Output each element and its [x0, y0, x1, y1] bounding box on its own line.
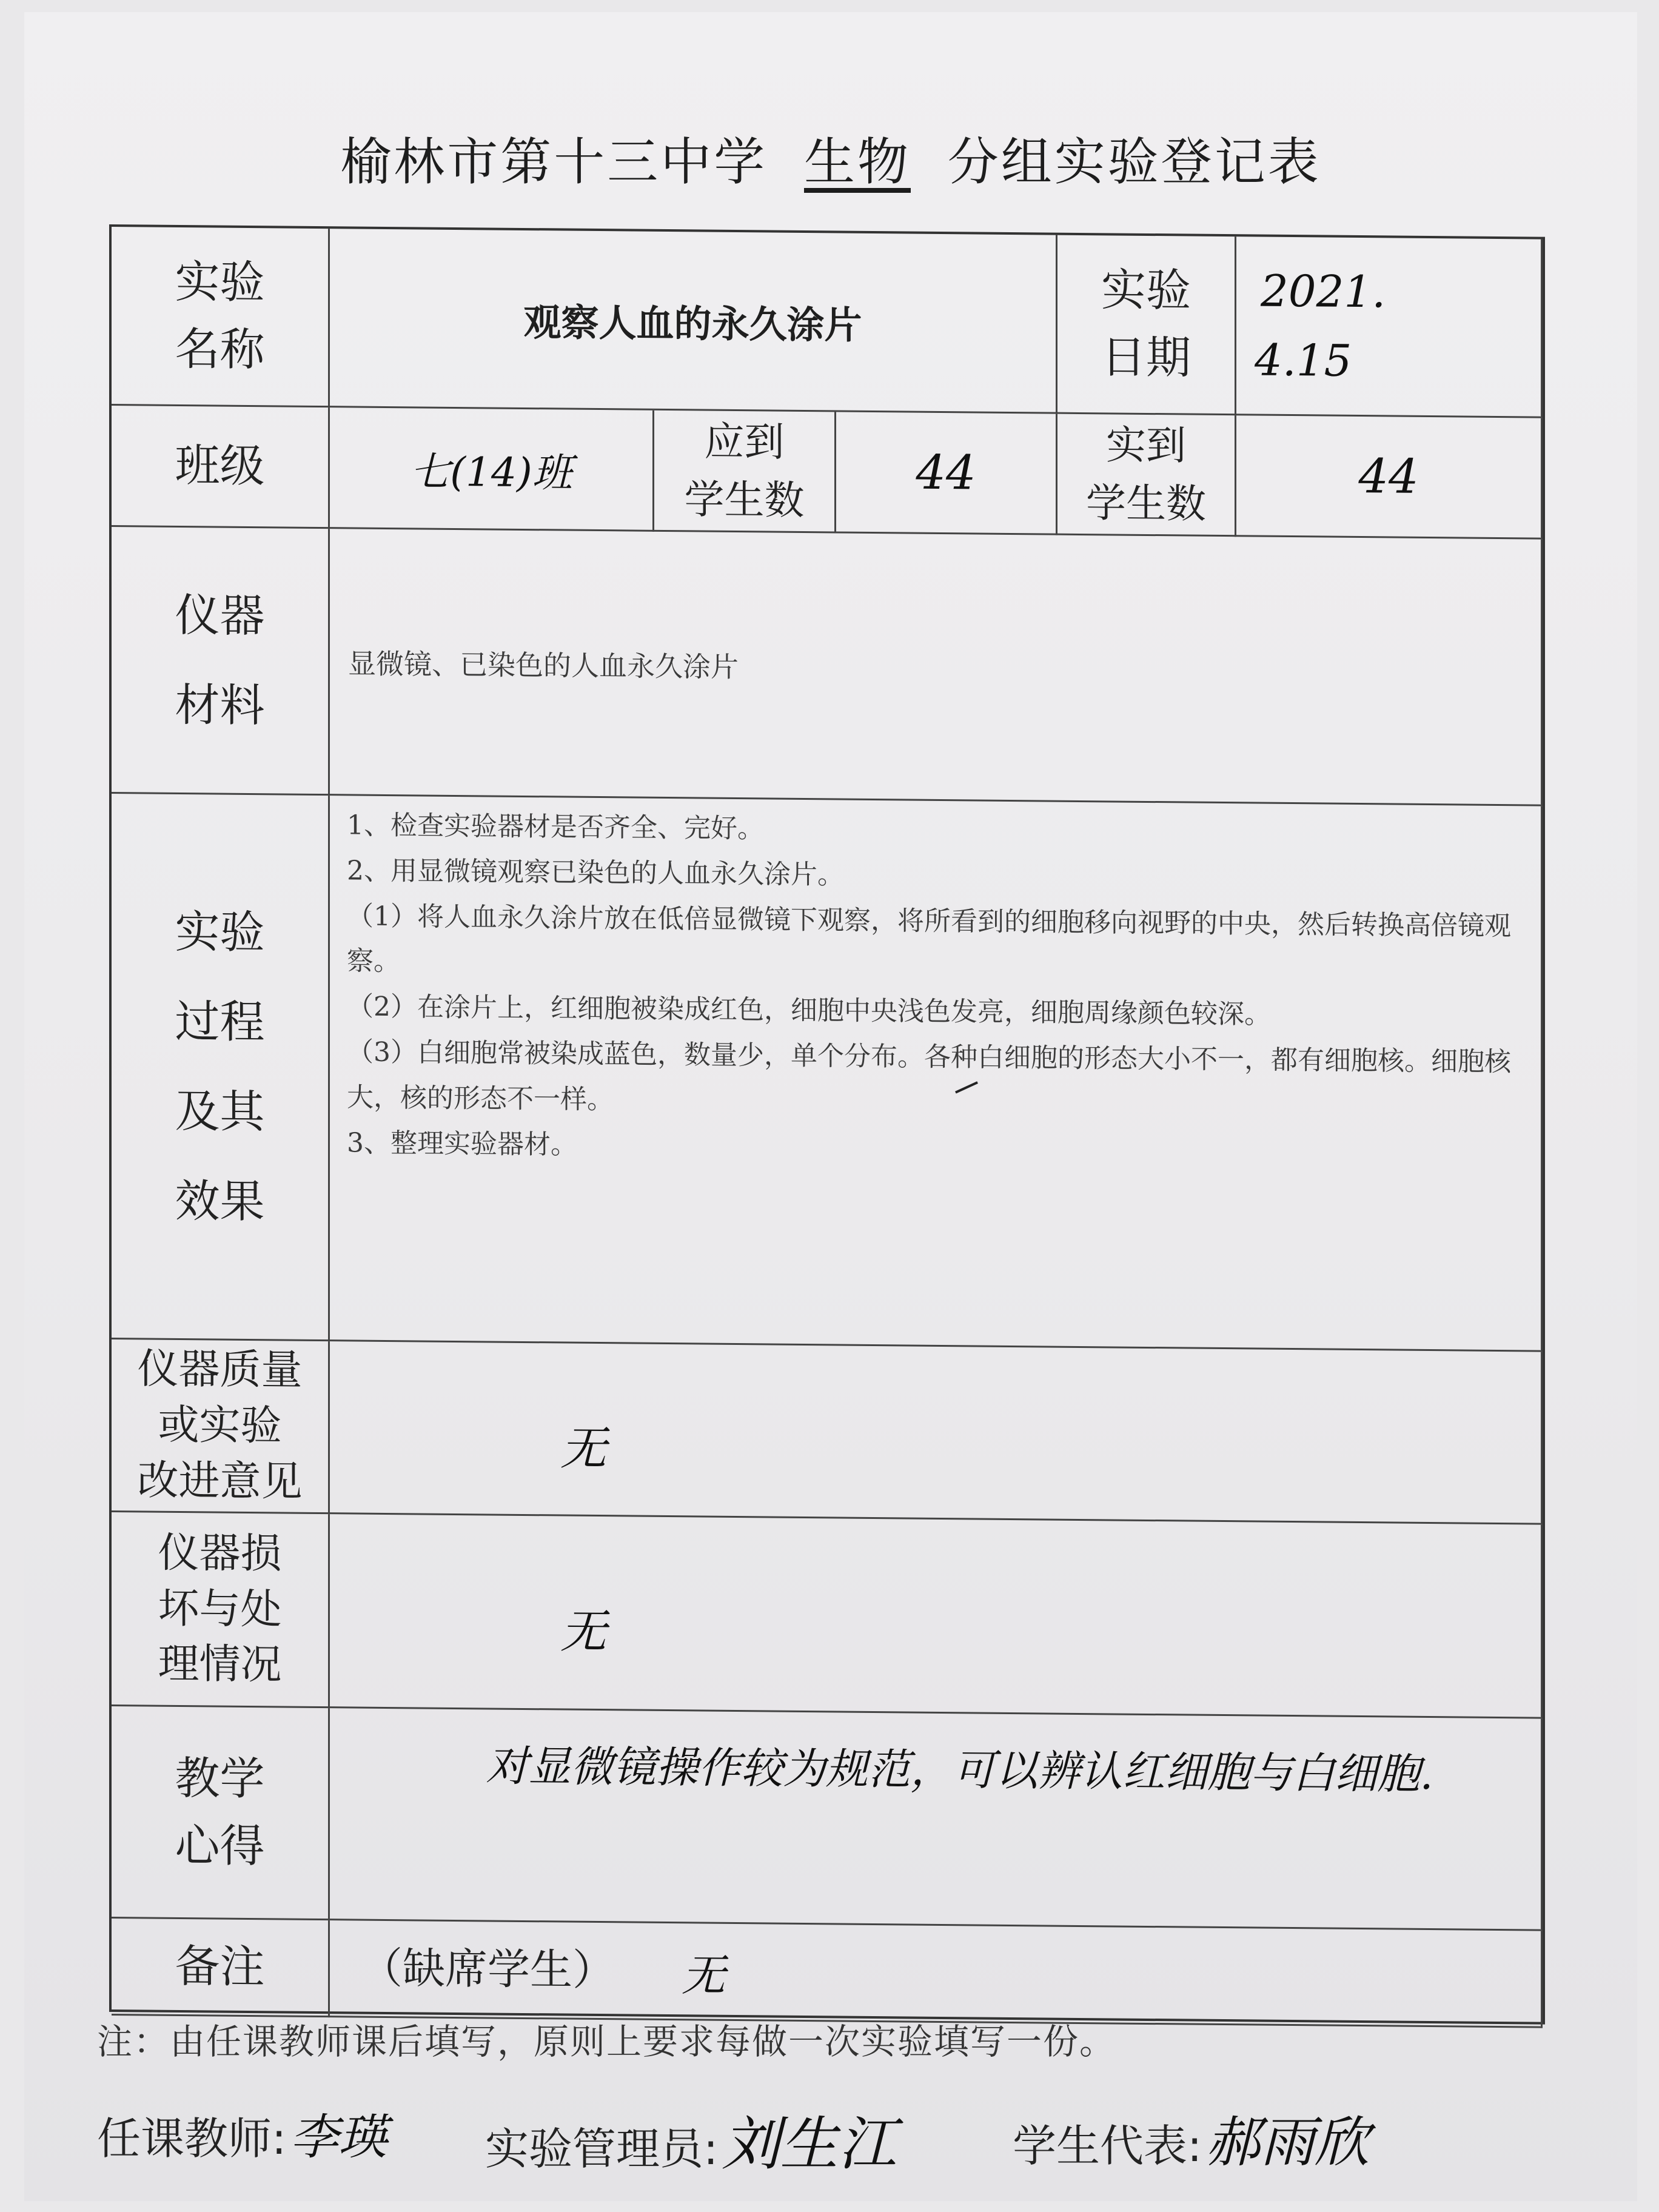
value-quality: 无 [330, 1341, 1543, 1524]
process-step: （1）将人血永久涂片放在低倍显微镜下观察，将所看到的细胞移向视野的中央，然后转换高倍镜观察。 [347, 900, 1511, 977]
title-subject: 生物 [803, 132, 911, 192]
value-remarks: （缺席学生） 无 [330, 1920, 1543, 2028]
label-materials: 仪器 材料 [112, 527, 330, 796]
label-experience: 教学 心得 [112, 1706, 330, 1920]
process-step: 1、检查实验器材是否齐全、完好。 [347, 809, 764, 845]
student-signature: 学生代表: 郝雨欣 [1013, 2111, 1370, 2174]
value-damage: 无 [330, 1514, 1543, 1718]
value-class: 七(14)班 [330, 407, 654, 532]
process-step: （3）白细胞常被染成蓝色，数量少，单个分布。各种白细胞的形态大小不一，都有细胞核。细胞核大，核的形态不一样。 [347, 1036, 1511, 1116]
value-actual-students: 44 [1236, 415, 1543, 539]
value-experiment-name: 观察人血的永久涂片 [330, 229, 1057, 414]
process-step: （2）在涂片上，红细胞被染成红色，细胞中央浅色发亮，细胞周缘颜色较深。 [347, 991, 1271, 1030]
value-experiment-date: 2021. 4.15 [1236, 236, 1543, 418]
paper-sheet [24, 12, 1637, 2201]
label-class: 班级 [112, 406, 330, 529]
label-process: 实验 过程 及其 效果 [112, 794, 330, 1341]
label-experiment-date: 实验 日期 [1057, 235, 1236, 416]
label-expected-students: 应到 学生数 [654, 411, 836, 534]
title-school: 榆林市第十三中学 [340, 132, 768, 192]
label-remarks: 备注 [112, 1919, 330, 2017]
process-step: 2、用显微镜观察已染色的人血永久涂片。 [347, 855, 844, 891]
teacher-signature: 任课教师: 李瑛 [97, 2109, 387, 2165]
value-expected-students: 44 [836, 412, 1057, 535]
registration-table [109, 224, 1545, 2025]
footer-note: 注：由任课教师课后填写，原则上要求每做一次实验填写一份。 [97, 2021, 1116, 2062]
form-title [24, 121, 1637, 195]
value-experience: 对显微镜操作较为规范，可以辨认红细胞与白细胞. [330, 1708, 1543, 1931]
value-materials: 显微镜、已染色的人血永久涂片 [330, 529, 1543, 806]
value-process [330, 796, 1543, 1352]
label-experiment-name: 实验 名称 [112, 227, 330, 407]
process-step: 3、整理实验器材。 [347, 1127, 577, 1161]
label-damage: 仪器损 坏与处 理情况 [112, 1512, 330, 1708]
process-steps-list [330, 796, 1541, 1176]
admin-signature: 实验管理员: 刘生江 [485, 2110, 897, 2178]
signature-row [97, 2086, 1613, 2183]
label-actual-students: 实到 学生数 [1057, 414, 1236, 537]
label-quality: 仪器质量 或实验 改进意见 [112, 1339, 330, 1514]
title-suffix: 分组实验登记表 [947, 132, 1321, 192]
